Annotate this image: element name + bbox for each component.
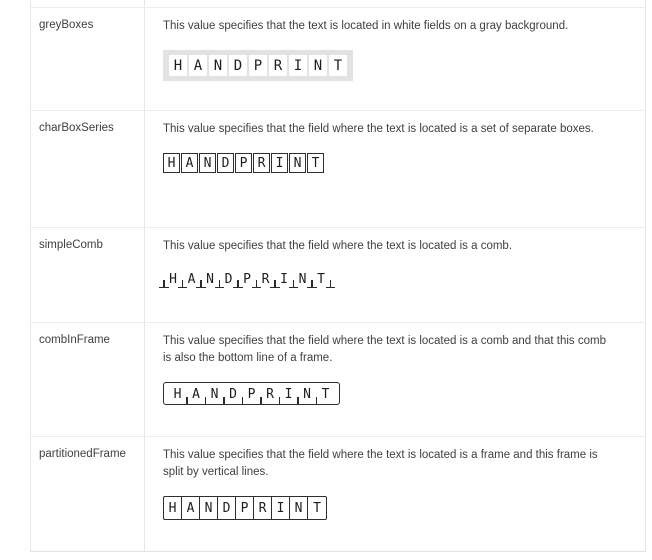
char-cell: A [182, 497, 200, 519]
comb-tick [223, 397, 225, 404]
field-style-example [163, 153, 324, 173]
description-cell [144, 8, 645, 110]
description-cell [144, 228, 645, 322]
comb-tick [330, 280, 332, 288]
comb-tick [256, 280, 258, 288]
char-cell: A [187, 271, 196, 287]
name-column-spacer [31, 0, 144, 7]
comb-tick [311, 280, 313, 288]
description-column-spacer [144, 0, 645, 7]
value-name: combInFrame [39, 334, 110, 346]
char-cell: H [173, 387, 182, 402]
char-cell: N [210, 387, 219, 402]
char-cell: N [309, 55, 327, 76]
char-cell: I [272, 497, 290, 519]
comb-tick [279, 397, 281, 404]
char-cell: P [235, 153, 252, 173]
comb-tick [274, 280, 276, 288]
table-row [31, 323, 645, 437]
value-description: This value specifies that the field where the text is located is a comb. [163, 240, 513, 252]
char-cell: P [243, 271, 251, 287]
char-cell: R [253, 153, 270, 173]
char-cell: R [266, 387, 274, 402]
value-description: This value specifies that the field where the text is located is a comb and that this comb is also the bottom line of a frame. [163, 335, 606, 364]
char-cell: H [164, 497, 182, 519]
char-cell: H [163, 153, 180, 173]
char-cell: N [303, 387, 311, 402]
char-cell: N [290, 497, 308, 519]
char-cell: R [261, 271, 270, 287]
char-cell: H [169, 271, 177, 287]
comb-tick [200, 280, 202, 288]
comb-tick [186, 397, 188, 404]
field-style-example [163, 382, 340, 405]
table-row-cutoff [31, 0, 645, 8]
value-description: This value specifies that the field where the text is located is a set of separate boxes. [163, 123, 594, 135]
value-description: This value specifies that the field where the text is located is a frame and this frame is split by vertical lines. [163, 449, 598, 478]
char-cell: A [192, 387, 200, 402]
char-cell: P [247, 387, 256, 402]
value-name: simpleComb [39, 239, 103, 251]
char-cell: P [249, 55, 267, 76]
char-cell: D [224, 271, 233, 287]
char-cell: T [329, 55, 347, 76]
char-cell: T [313, 500, 321, 516]
description-cell [144, 437, 645, 551]
char-cell: N [298, 271, 307, 287]
char-cell: D [229, 55, 247, 76]
comb-tick [205, 397, 207, 404]
char-cell: N [206, 271, 214, 287]
char-cell: D [217, 153, 234, 173]
field-style-table [30, 0, 646, 552]
char-cell: N [199, 153, 216, 173]
char-cell: T [321, 387, 330, 402]
char-cell: A [181, 153, 198, 173]
char-cell: N [209, 55, 227, 76]
char-cell: R [254, 497, 272, 519]
comb-tick [237, 280, 239, 288]
comb-tick [163, 280, 165, 288]
char-cell: N [289, 153, 306, 173]
table-row [31, 228, 645, 323]
field-style-example [163, 496, 327, 520]
char-cell: I [289, 55, 307, 76]
value-name: greyBoxes [39, 19, 94, 31]
char-cell: I [280, 271, 288, 287]
comb-tick [297, 397, 299, 404]
table-row [31, 111, 645, 228]
field-style-example [163, 270, 331, 288]
char-cell: T [317, 271, 325, 287]
description-cell [144, 111, 645, 227]
char-cell: I [284, 387, 293, 402]
char-cell: D [218, 497, 236, 519]
table-row [31, 437, 645, 551]
char-cell: P [236, 497, 254, 519]
comb-tick [182, 280, 184, 288]
comb-tick [260, 397, 262, 404]
value-description: This value specifies that the text is located in white fields on a gray background. [163, 20, 569, 32]
comb-tick [219, 280, 221, 288]
description-cell [144, 323, 645, 436]
value-name: partitionedFrame [39, 448, 126, 460]
value-name: charBoxSeries [39, 122, 114, 134]
char-cell: D [229, 387, 237, 402]
char-cell: H [169, 55, 187, 76]
comb-tick [242, 397, 244, 404]
char-cell: R [269, 55, 287, 76]
char-cell: N [200, 497, 218, 519]
table-row [31, 8, 645, 111]
comb-tick [293, 280, 295, 288]
field-style-example [163, 50, 353, 81]
char-cell: A [189, 55, 207, 76]
char-cell: I [271, 153, 288, 173]
char-cell: T [307, 153, 324, 173]
comb-tick [316, 397, 318, 404]
